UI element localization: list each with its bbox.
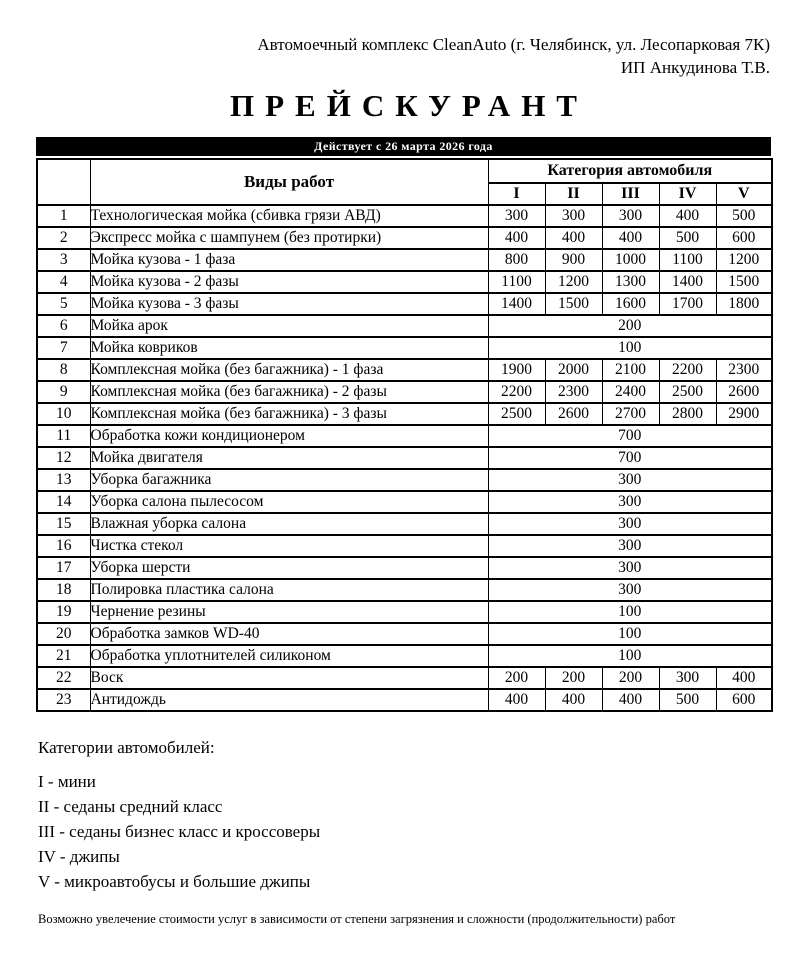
category-group-header: Категория автомобиля bbox=[488, 159, 772, 183]
service-name: Влажная уборка салона bbox=[90, 513, 488, 535]
table-row bbox=[37, 205, 772, 227]
price-cell: 1800 bbox=[716, 293, 772, 315]
service-name: Мойка кузова - 2 фазы bbox=[90, 271, 488, 293]
price-cell: 300 bbox=[602, 205, 659, 227]
price-all-categories: 100 bbox=[488, 623, 772, 645]
category-column-header-I: I bbox=[488, 183, 545, 205]
service-name: Обработка уплотнителей силиконом bbox=[90, 645, 488, 667]
price-cell: 1700 bbox=[659, 293, 716, 315]
price-cell: 600 bbox=[716, 227, 772, 249]
legend-title: Категории автомобилей: bbox=[38, 738, 215, 757]
row-number: 4 bbox=[37, 271, 90, 293]
price-cell: 2800 bbox=[659, 403, 716, 425]
row-number: 21 bbox=[37, 645, 90, 667]
price-cell: 500 bbox=[716, 205, 772, 227]
row-number: 11 bbox=[37, 425, 90, 447]
service-name: Уборка салона пылесосом bbox=[90, 491, 488, 513]
price-cell: 400 bbox=[659, 205, 716, 227]
price-cell: 1200 bbox=[545, 271, 602, 293]
service-name: Мойка кузова - 1 фаза bbox=[90, 249, 488, 271]
number-column-header bbox=[37, 159, 90, 205]
price-cell: 2700 bbox=[602, 403, 659, 425]
table-row bbox=[37, 227, 772, 249]
category-definition: III - седаны бизнес класс и кроссоверы bbox=[38, 822, 321, 841]
table-row bbox=[37, 315, 772, 337]
category-column-header-III: III bbox=[602, 183, 659, 205]
row-number: 7 bbox=[37, 337, 90, 359]
service-name: Мойка двигателя bbox=[90, 447, 488, 469]
price-all-categories: 700 bbox=[488, 425, 772, 447]
service-name: Обработка кожи кондиционером bbox=[90, 425, 488, 447]
table-row bbox=[37, 645, 772, 667]
price-cell: 2200 bbox=[488, 381, 545, 403]
price-cell: 1500 bbox=[716, 271, 772, 293]
owner-line: ИП Анкудинова Т.В. bbox=[620, 58, 770, 77]
price-cell: 2600 bbox=[716, 381, 772, 403]
price-cell: 2600 bbox=[545, 403, 602, 425]
price-cell: 1600 bbox=[602, 293, 659, 315]
price-cell: 2000 bbox=[545, 359, 602, 381]
row-number: 22 bbox=[37, 667, 90, 689]
row-number: 23 bbox=[37, 689, 90, 711]
service-name: Мойка ковриков bbox=[90, 337, 488, 359]
table-row bbox=[37, 359, 772, 381]
row-number: 8 bbox=[37, 359, 90, 381]
table-row bbox=[37, 381, 772, 403]
service-name: Обработка замков WD-40 bbox=[90, 623, 488, 645]
row-number: 1 bbox=[37, 205, 90, 227]
price-cell: 1500 bbox=[545, 293, 602, 315]
row-number: 16 bbox=[37, 535, 90, 557]
price-cell: 400 bbox=[488, 689, 545, 711]
price-cell: 500 bbox=[659, 227, 716, 249]
price-cell: 2300 bbox=[545, 381, 602, 403]
row-number: 15 bbox=[37, 513, 90, 535]
row-number: 10 bbox=[37, 403, 90, 425]
price-cell: 300 bbox=[659, 667, 716, 689]
table-row bbox=[37, 667, 772, 689]
price-all-categories: 300 bbox=[488, 579, 772, 601]
price-cell: 1100 bbox=[488, 271, 545, 293]
price-cell: 1100 bbox=[659, 249, 716, 271]
service-name: Воск bbox=[90, 667, 488, 689]
price-all-categories: 300 bbox=[488, 491, 772, 513]
table-row bbox=[37, 403, 772, 425]
table-row bbox=[37, 535, 772, 557]
price-cell: 400 bbox=[488, 227, 545, 249]
price-cell: 600 bbox=[716, 689, 772, 711]
row-number: 2 bbox=[37, 227, 90, 249]
table-row bbox=[37, 425, 772, 447]
table-row bbox=[37, 579, 772, 601]
table-header-row-1 bbox=[37, 159, 772, 183]
price-cell: 2100 bbox=[602, 359, 659, 381]
table-row bbox=[37, 271, 772, 293]
price-cell: 400 bbox=[545, 689, 602, 711]
table-row bbox=[37, 557, 772, 579]
price-all-categories: 300 bbox=[488, 557, 772, 579]
price-cell: 300 bbox=[488, 205, 545, 227]
price-cell: 2200 bbox=[659, 359, 716, 381]
table-row bbox=[37, 689, 772, 711]
price-cell: 400 bbox=[545, 227, 602, 249]
price-cell: 400 bbox=[716, 667, 772, 689]
service-name: Экспресс мойка с шампунем (без протирки) bbox=[90, 227, 488, 249]
price-cell: 200 bbox=[545, 667, 602, 689]
service-name: Чернение резины bbox=[90, 601, 488, 623]
row-number: 9 bbox=[37, 381, 90, 403]
company-line: Автомоечный комплекс CleanAuto (г. Челябинск, ул. Лесопарковая 7К) bbox=[257, 35, 770, 54]
price-all-categories: 300 bbox=[488, 513, 772, 535]
price-cell: 2500 bbox=[488, 403, 545, 425]
row-number: 18 bbox=[37, 579, 90, 601]
works-column-header: Виды работ bbox=[90, 159, 488, 205]
table-row bbox=[37, 601, 772, 623]
price-all-categories: 200 bbox=[488, 315, 772, 337]
document-header bbox=[0, 0, 770, 79]
price-cell: 2400 bbox=[602, 381, 659, 403]
price-cell: 1300 bbox=[602, 271, 659, 293]
price-cell: 400 bbox=[602, 227, 659, 249]
price-cell: 900 bbox=[545, 249, 602, 271]
category-definition: I - мини bbox=[38, 772, 96, 791]
table-row bbox=[37, 293, 772, 315]
price-cell: 1400 bbox=[659, 271, 716, 293]
row-number: 12 bbox=[37, 447, 90, 469]
table-row bbox=[37, 249, 772, 271]
price-cell: 2900 bbox=[716, 403, 772, 425]
price-all-categories: 100 bbox=[488, 337, 772, 359]
table-row bbox=[37, 513, 772, 535]
price-all-categories: 700 bbox=[488, 447, 772, 469]
row-number: 5 bbox=[37, 293, 90, 315]
row-number: 3 bbox=[37, 249, 90, 271]
service-name: Уборка шерсти bbox=[90, 557, 488, 579]
price-cell: 1400 bbox=[488, 293, 545, 315]
service-name: Антидождь bbox=[90, 689, 488, 711]
service-name: Комплексная мойка (без багажника) - 1 фаза bbox=[90, 359, 488, 381]
category-column-header-V: V bbox=[716, 183, 772, 205]
price-all-categories: 100 bbox=[488, 601, 772, 623]
service-name: Комплексная мойка (без багажника) - 2 фазы bbox=[90, 381, 488, 403]
service-name: Полировка пластика салона bbox=[90, 579, 488, 601]
price-cell: 1000 bbox=[602, 249, 659, 271]
price-all-categories: 300 bbox=[488, 535, 772, 557]
table-row bbox=[37, 623, 772, 645]
row-number: 6 bbox=[37, 315, 90, 337]
footnote: Возможно увелечение стоимости услуг в зависимости от степени загрязнения и сложности (продолжительности) работ bbox=[38, 912, 676, 926]
service-name: Комплексная мойка (без багажника) - 3 фазы bbox=[90, 403, 488, 425]
row-number: 13 bbox=[37, 469, 90, 491]
price-all-categories: 100 bbox=[488, 645, 772, 667]
category-column-header-IV: IV bbox=[659, 183, 716, 205]
service-name: Мойка арок bbox=[90, 315, 488, 337]
price-cell: 2500 bbox=[659, 381, 716, 403]
price-cell: 300 bbox=[545, 205, 602, 227]
category-definition: II - седаны средний класс bbox=[38, 797, 223, 816]
price-all-categories: 300 bbox=[488, 469, 772, 491]
price-cell: 800 bbox=[488, 249, 545, 271]
service-name: Технологическая мойка (сбивка грязи АВД) bbox=[90, 205, 488, 227]
validity-banner: Действует с 26 марта 2026 года bbox=[36, 137, 771, 156]
service-name: Уборка багажника bbox=[90, 469, 488, 491]
row-number: 17 bbox=[37, 557, 90, 579]
page-title: ПРЕЙСКУРАНТ bbox=[230, 88, 588, 123]
category-definition: IV - джипы bbox=[38, 847, 120, 866]
row-number: 14 bbox=[37, 491, 90, 513]
price-cell: 500 bbox=[659, 689, 716, 711]
price-table bbox=[36, 158, 773, 712]
price-cell: 2300 bbox=[716, 359, 772, 381]
categories-legend bbox=[38, 736, 807, 894]
price-cell: 1200 bbox=[716, 249, 772, 271]
table-row bbox=[37, 491, 772, 513]
price-cell: 400 bbox=[602, 689, 659, 711]
service-name: Мойка кузова - 3 фазы bbox=[90, 293, 488, 315]
table-row bbox=[37, 337, 772, 359]
price-cell: 200 bbox=[488, 667, 545, 689]
row-number: 19 bbox=[37, 601, 90, 623]
category-column-header-II: II bbox=[545, 183, 602, 205]
service-name: Чистка стекол bbox=[90, 535, 488, 557]
price-cell: 1900 bbox=[488, 359, 545, 381]
table-row bbox=[37, 469, 772, 491]
row-number: 20 bbox=[37, 623, 90, 645]
price-cell: 200 bbox=[602, 667, 659, 689]
category-definition: V - микроавтобусы и большие джипы bbox=[38, 872, 311, 891]
table-row bbox=[37, 447, 772, 469]
